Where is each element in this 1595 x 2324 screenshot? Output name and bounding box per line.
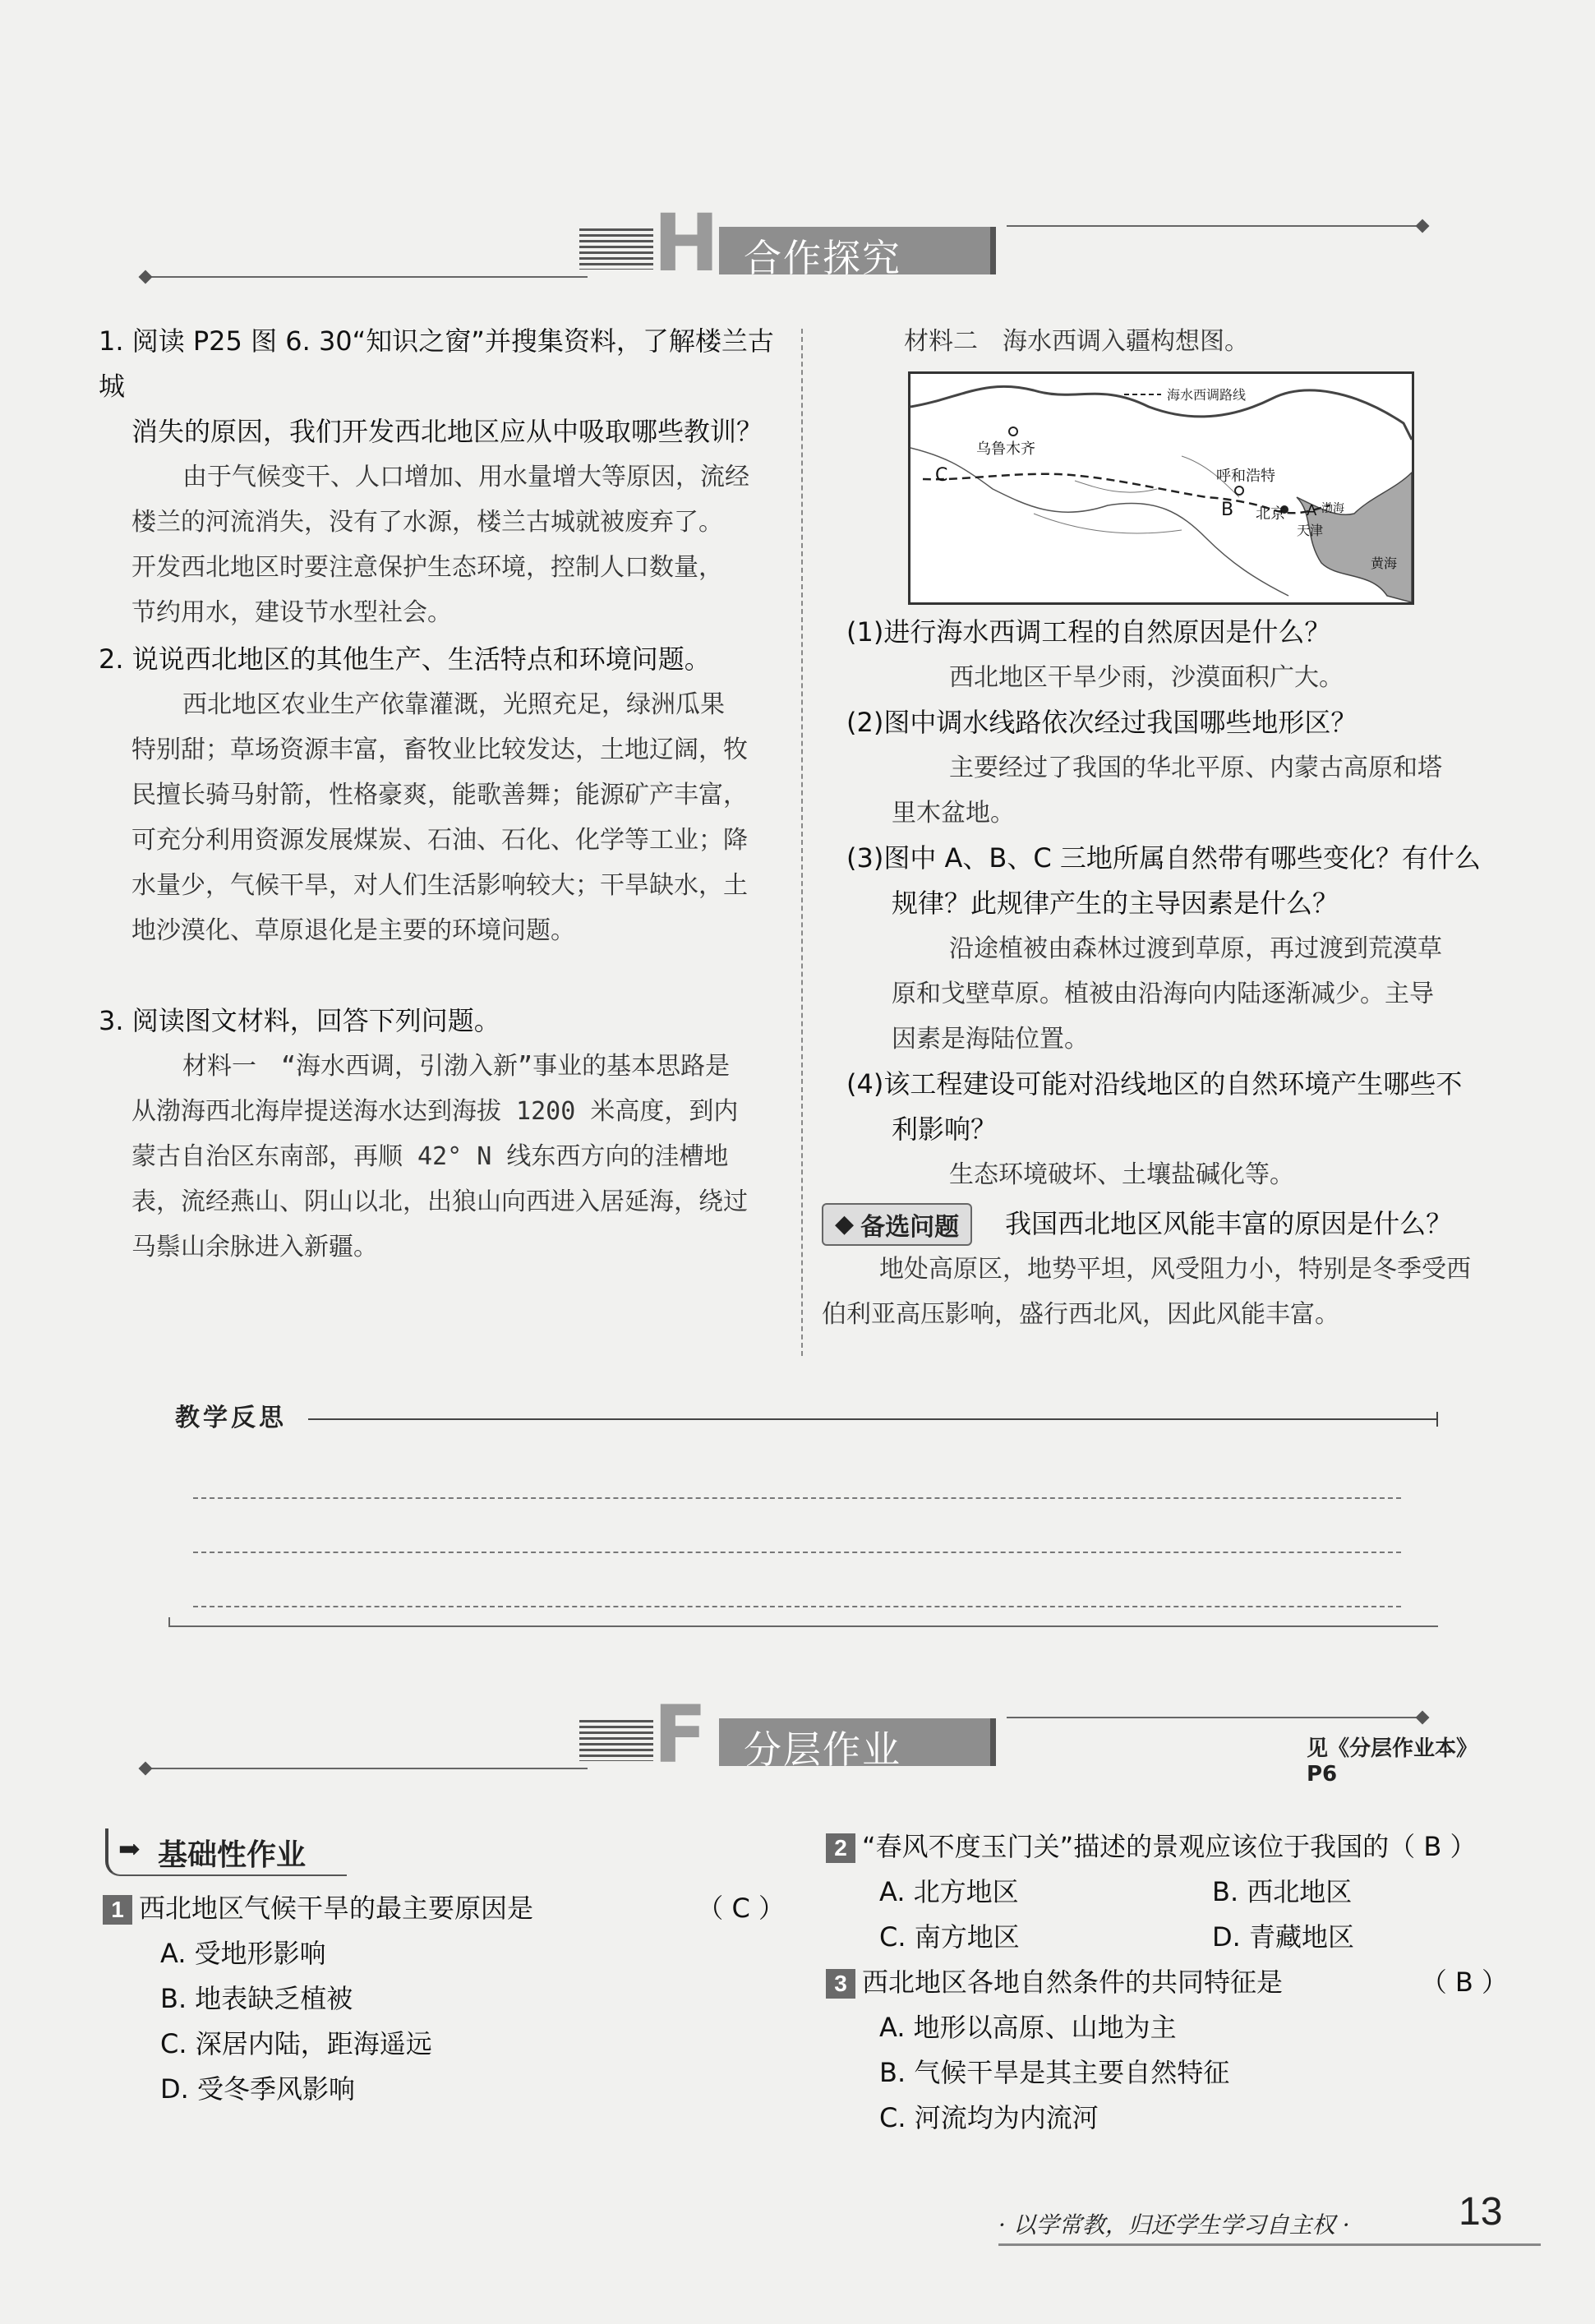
answer-2-line: 水量少，气候干旱，对人们生活影响较大；干旱缺水，土	[131, 871, 748, 900]
teaching-reflection	[168, 1397, 1438, 1635]
water-diversion-map	[908, 371, 1414, 605]
map-svg	[910, 374, 1412, 602]
question-2	[99, 637, 789, 953]
option: B. 地表缺乏植被	[160, 1983, 353, 2014]
sub-answer-3-line: 因素是海陆位置。	[892, 1025, 1089, 1054]
homework-question-1-text: 西北地区气候干旱的最主要原因是	[139, 1893, 534, 1924]
sub-question-4-text-l1: (4)该工程建设可能对沿线地区的自然环境产生哪些不	[846, 1068, 1463, 1100]
option: C. 南方地区	[879, 1921, 1020, 1953]
page-number: 13	[1459, 2190, 1503, 2234]
option: A. 地形以高原、山地为主	[879, 2012, 1177, 2043]
diamond-icon: ◆	[835, 1210, 855, 1238]
option: D. 青藏地区	[1212, 1921, 1354, 1953]
homework-question-3-text: 西北地区各地自然条件的共同特征是	[862, 1967, 1284, 1998]
material-1-line: 表，流经燕山、阴山以北，出狼山向西进入居延海，绕过	[131, 1187, 748, 1216]
column-divider	[801, 329, 803, 1356]
sub-question-3-text-l1: (3)图中 A、B、C 三地所属自然带有哪些变化？有什么	[846, 842, 1481, 874]
sub-answer-2-line: 主要经过了我国的华北平原、内蒙古高原和塔	[949, 754, 1442, 782]
map-label-c: C	[935, 465, 948, 486]
section-h-letter: H	[653, 197, 720, 289]
sub-question-2-text: (2)图中调水线路依次经过我国哪些地形区？	[846, 707, 1358, 738]
material-2-title: 材料二 海水西调入疆构想图。	[904, 327, 1249, 356]
map-label-a: A	[1307, 502, 1317, 519]
sub-answer-2-line: 里木盆地。	[892, 799, 1015, 828]
sub-question-1	[846, 610, 1545, 700]
map-label-beijing: 北京	[1256, 505, 1285, 523]
sub-question-4	[846, 1062, 1545, 1197]
homework-question-2-text: “春风不度玉门关”描述的景观应该位于我国的（ B ）	[862, 1831, 1477, 1862]
option: B. 气候干旱是其主要自然特征	[879, 2057, 1230, 2088]
footer-rule	[998, 2243, 1541, 2246]
sub-question-1-text: (1)进行海水西调工程的自然原因是什么？	[846, 616, 1331, 648]
section-f-title: 分层作业	[744, 1727, 901, 1772]
homework-answer-3: （ B ）	[1420, 1967, 1508, 1998]
sub-answer-3-line: 沿途植被由森林过渡到草原，再过渡到荒漠草	[949, 934, 1442, 963]
answer-2-line: 民擅长骑马射箭，性格豪爽，能歌善舞；能源矿产丰富，	[131, 781, 748, 809]
material-1-line: 蒙古自治区东南部，再顺 42° N 线东西方向的洼槽地	[131, 1142, 729, 1171]
answer-1-line: 节约用水，建设节水型社会。	[131, 598, 452, 627]
sub-question-2	[846, 700, 1545, 836]
section-f-banner	[144, 1689, 1508, 1787]
option: A. 受地形影响	[160, 1938, 326, 1969]
map-label-urumqi: 乌鲁木齐	[976, 440, 1035, 458]
extra-question-tag-label: 备选问题	[860, 1212, 960, 1242]
reflection-line	[193, 1606, 1401, 1607]
basic-homework-header	[105, 1828, 347, 1876]
option: A. 北方地区	[879, 1876, 1019, 1907]
reflection-line	[193, 1497, 1401, 1499]
material-1-line: 从渤海西北海岸提送海水达到海拔 1200 米高度，到内	[131, 1097, 739, 1126]
question-3	[99, 998, 789, 1270]
option: C. 河流均为内流河	[879, 2102, 1099, 2133]
section-h-banner	[144, 197, 1459, 289]
answer-1-line: 楼兰的河流消失，没有了水源，楼兰古城就被废弃了。	[131, 508, 723, 537]
footer-motto: · 以学常教，归还学生学习自主权 ·	[998, 2211, 1350, 2239]
reflection-title: 教学反思	[175, 1404, 287, 1432]
sub-question-3	[846, 836, 1545, 1062]
material-1-line: 材料一 “海水西调，引渤入新”事业的基本思路是	[182, 1052, 731, 1081]
basic-homework-title: 基础性作业	[158, 1838, 307, 1872]
option: D. 受冬季风影响	[160, 2073, 355, 2105]
question-3-text: 3. 阅读图文材料，回答下列问题。	[99, 1005, 500, 1036]
question-2-text: 2. 说说西北地区的其他生产、生活特点和环境问题。	[99, 643, 711, 675]
arrow-icon: ➡	[118, 1833, 141, 1865]
sub-answer-3-line: 原和戈壁草原。植被由沿海向内陆逐渐减少。主导	[892, 980, 1434, 1008]
option: B. 西北地区	[1212, 1876, 1353, 1907]
question-1-text-l2: 消失的原因，我们开发西北地区应从中吸取哪些教训？	[131, 416, 763, 447]
material-1-line: 马鬃山余脉进入新疆。	[131, 1233, 378, 1261]
extra-question	[822, 1201, 1545, 1337]
sub-question-3-text-l2: 规律？此规律产生的主导因素是什么？	[892, 888, 1339, 919]
map-label-hohhot: 呼和浩特	[1216, 468, 1275, 485]
reflection-line	[193, 1552, 1401, 1553]
map-label-yellow-sea: 黄海	[1371, 556, 1398, 571]
map-legend: 海水西调路线	[1167, 387, 1247, 403]
map-label-bohai: 渤海	[1321, 502, 1344, 515]
question-number: 1	[103, 1895, 132, 1925]
answer-2-line: 地沙漠化、草原退化是主要的环境问题。	[131, 916, 575, 945]
homework-question-3	[826, 1960, 1508, 2141]
answer-2-line: 西北地区农业生产依靠灌溉，光照充足，绿洲瓜果	[182, 690, 725, 719]
extra-question-tag	[822, 1203, 972, 1246]
sub-answer-1: 西北地区干旱少雨，沙漠面积广大。	[949, 663, 1344, 692]
section-h-title: 合作探究	[744, 236, 901, 280]
extra-question-text: 我国西北地区风能丰富的原因是什么？	[1005, 1208, 1453, 1239]
answer-1-line: 开发西北地区时要注意保护生态环境，控制人口数量，	[131, 553, 723, 582]
question-number: 2	[826, 1833, 855, 1863]
extra-answer-line: 伯利亚高压影响，盛行西北风，因此风能丰富。	[822, 1300, 1339, 1329]
section-f-letter: F	[653, 1689, 708, 1781]
answer-2-line: 特别甜；草场资源丰富，畜牧业比较发达，土地辽阔，牧	[131, 735, 748, 764]
question-1-text-l1: 1. 阅读 P25 图 6. 30“知识之窗”并搜集资料，了解楼兰古城	[99, 325, 774, 402]
homework-question-1	[103, 1886, 785, 2112]
homework-book-ref: 见《分层作业本》P6	[1307, 1736, 1478, 1787]
question-1	[99, 319, 789, 635]
question-number: 3	[826, 1969, 855, 1999]
option: C. 深居内陆，距海遥远	[160, 2028, 432, 2059]
homework-answer-1: （ C ）	[697, 1893, 785, 1924]
map-label-b: B	[1221, 500, 1234, 520]
hohhot-marker	[1235, 486, 1243, 495]
homework-question-2	[826, 1824, 1508, 1960]
sub-answer-4: 生态环境破坏、土壤盐碱化等。	[949, 1160, 1294, 1189]
sub-question-4-text-l2: 利影响？	[892, 1114, 998, 1145]
answer-2-line: 可充分利用资源发展煤炭、石油、石化、化学等工业；降	[131, 826, 748, 855]
extra-answer-line: 地处高原区，地势平坦，风受阻力小，特别是冬季受西	[879, 1255, 1471, 1284]
map-label-tianjin: 天津	[1297, 523, 1324, 538]
answer-1-line: 由于气候变干、人口增加、用水量增大等原因，流经	[182, 463, 749, 491]
